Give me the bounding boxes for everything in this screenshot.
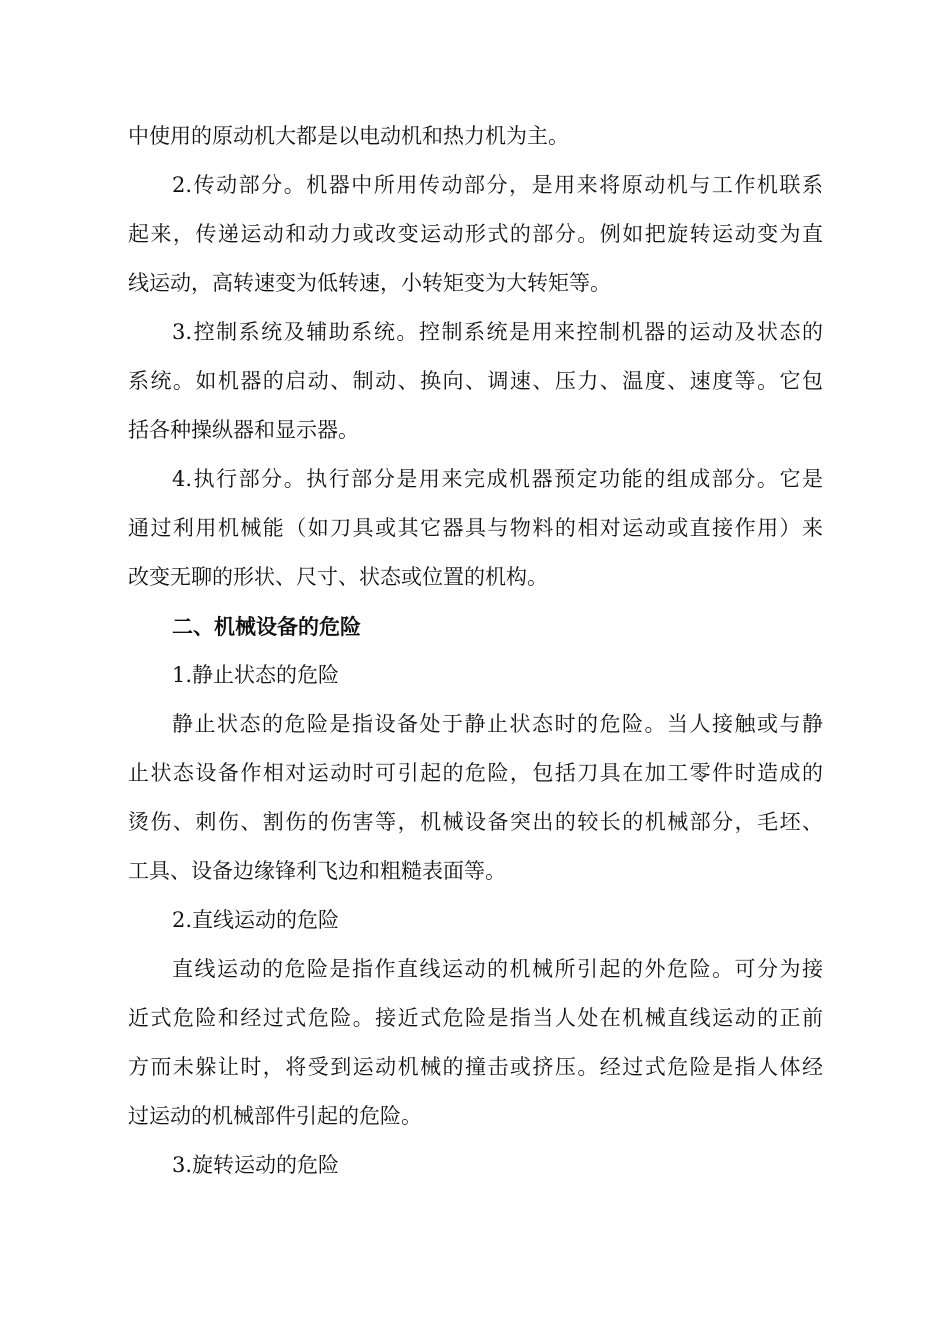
body-text-line: 工具、设备边缘锋利飞边和粗糙表面等。 [128,859,506,883]
body-text-line: 3.控制系统及辅助系统。控制系统是用来控制机器的运动及状态的 [172,320,823,344]
subsection-heading: 2.直线运动的危险 [172,908,340,932]
body-text-line: 4.执行部分。执行部分是用来完成机器预定功能的组成部分。它是 [172,467,823,491]
body-text-line: 通过利用机械能（如刀具或其它器具与物料的相对运动或直接作用）来 [128,516,823,540]
body-text-line: 括各种操纵器和显示器。 [128,418,359,442]
body-text-line: 起来，传递运动和动力或改变运动形式的部分。例如把旋转运动变为直 [128,222,823,246]
section-heading: 二、机械设备的危险 [172,614,361,639]
body-text-line: 系统。如机器的启动、制动、换向、调速、压力、温度、速度等。它包 [128,369,823,393]
body-text-line: 直线运动的危险是指作直线运动的机械所引起的外危险。可分为接 [172,957,823,981]
body-text-line: 过运动的机械部件引起的危险。 [128,1104,422,1128]
body-text-line: 近式危险和经过式危险。接近式危险是指当人处在机械直线运动的正前 [128,1006,823,1030]
body-text-line: 静止状态的危险是指设备处于静止状态时的危险。当人接触或与静 [172,712,823,736]
body-text-line: 烫伤、刺伤、割伤的伤害等，机械设备突出的较长的机械部分，毛坯、 [128,810,823,834]
body-text-line: 中使用的原动机大都是以电动机和热力机为主。 [128,124,569,148]
body-text-line: 2.传动部分。机器中所用传动部分，是用来将原动机与工作机联系 [172,173,823,197]
document-page [128,112,823,1190]
subsection-heading: 3.旋转运动的危险 [172,1153,340,1177]
body-text-line: 改变无聊的形状、尺寸、状态或位置的机构。 [128,565,548,589]
body-text-line: 止状态设备作相对运动时可引起的危险，包括刀具在加工零件时造成的 [128,761,823,785]
body-text-line: 线运动，高转速变为低转速，小转矩变为大转矩等。 [128,271,611,295]
body-text-line: 方而未躲让时，将受到运动机械的撞击或挤压。经过式危险是指人体经 [128,1055,823,1079]
subsection-heading: 1.静止状态的危险 [172,663,340,687]
